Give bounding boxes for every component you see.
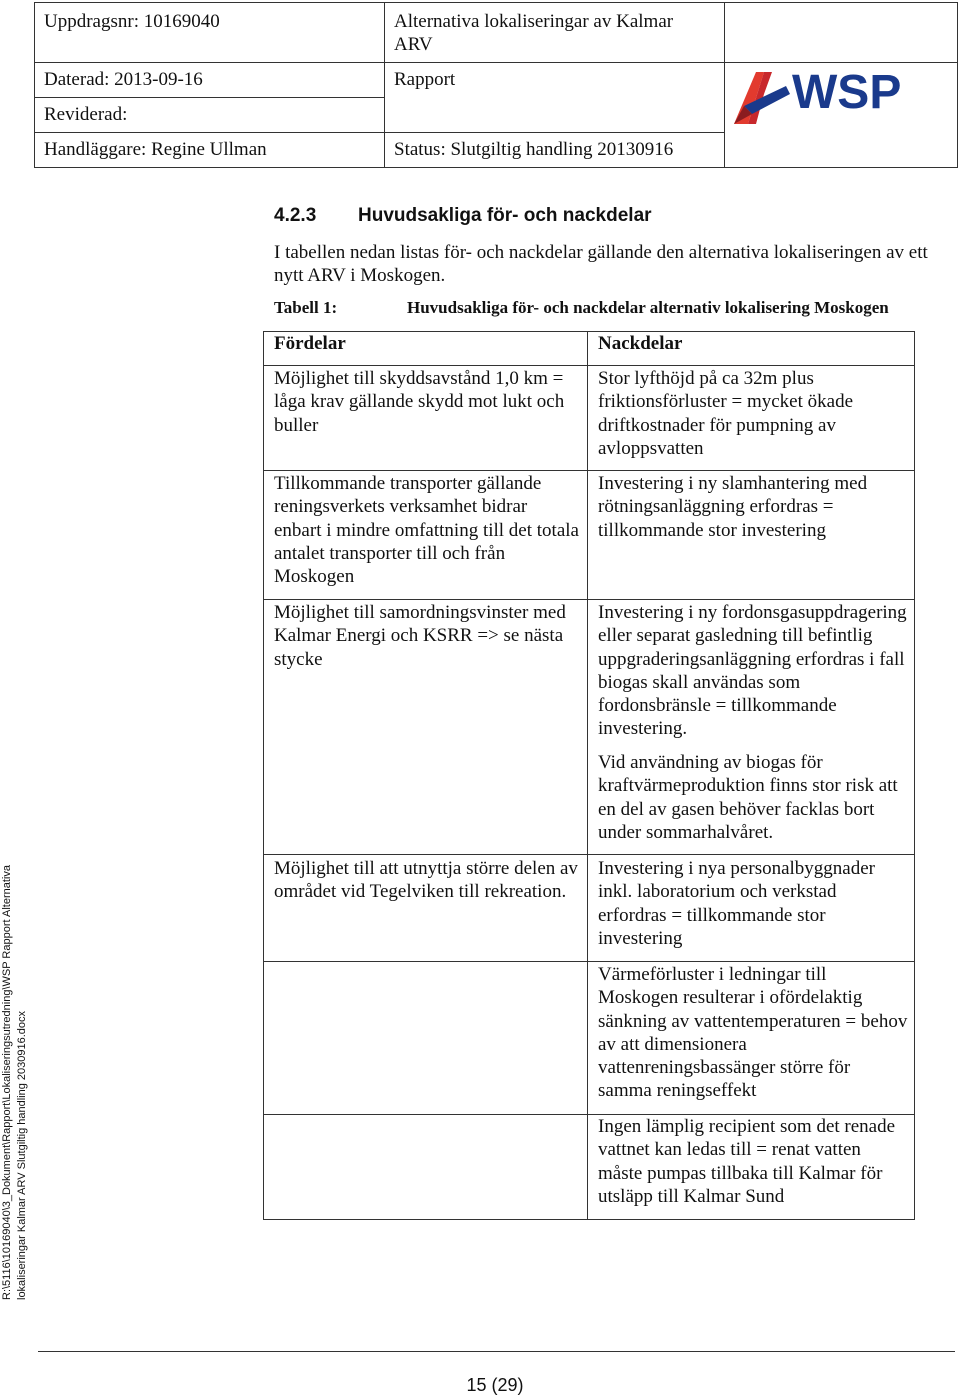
section-intro: I tabellen nedan listas för- och nackdelar gällande den alternativa lokaliseringen av ett nytt ARV i Moskogen. (274, 242, 928, 286)
handler: Handläggare: Regine Ullman (44, 139, 267, 160)
con-item: Värmeförluster i ledningar till Moskogen resulterar i ofördelaktig sänkning av vattentemperaturen = behov av att dimensionera vattenreningsbassänger större för samma reningseffekt (598, 964, 908, 1102)
table-caption-label: Tabell 1: (274, 298, 338, 317)
file-path-line: lokaliseringar Kalmar ARV Slutgiltig handling 2030916.docx (16, 1010, 28, 1300)
pros-cons-table (263, 331, 915, 1220)
con-item: Investering i nya personalbyggnader inkl. laboratorium och verkstad erfordras = tillkommande stor investering (598, 858, 875, 949)
section-title: Huvudsakliga för- och nackdelar (358, 205, 652, 226)
con-item: Stor lyfthöjd på ca 32m plus friktionsförluster = mycket ökade driftkostnader för pumpning av avloppsvatten (598, 368, 854, 459)
table-caption (274, 298, 954, 318)
table-caption-text: Huvudsakliga för- och nackdelar alternativ lokalisering Moskogen (407, 298, 889, 317)
document-type: Rapport (394, 69, 456, 90)
page-number: 15 (29) (466, 1375, 524, 1395)
con-item: Ingen lämplig recipient som det renade vattnet kan ledas till = renat vatten måste pumpas tillbaka till Kalmar för utsläpp till Kalmar Sund (598, 1116, 896, 1207)
logo-text: WSP (792, 66, 902, 119)
pro-item: Möjlighet till skyddsavstånd 1,0 km = låga krav gällande skydd mot lukt och buller (274, 368, 565, 436)
pro-item: Möjlighet till att utnyttja större delen av området vid Tegelviken till rekreation. (274, 858, 578, 903)
wsp-logo-icon (734, 64, 918, 126)
column-header-pros: Fördelar (274, 333, 346, 354)
revised: Reviderad: (44, 104, 128, 125)
file-path-line: R:\5116\10169040\3_Dokument\Rapport\Lokaliseringsutredning\WSP Rapport Alternativa (1, 865, 13, 1300)
pro-item: Möjlighet till samordningsvinster med Kalmar Energi och KSRR => se nästa stycke (274, 602, 566, 670)
assignment-number: Uppdragsnr: 10169040 (44, 11, 220, 32)
section-number: 4.2.3 (274, 205, 317, 226)
pro-item: Tillkommande transporter gällande reningsverkets verksamhet bidrar enbart i mindre omfattning till det totala antalet transporter till och från Moskogen (274, 473, 579, 588)
document-title: Alternativa lokaliseringar av Kalmar ARV (394, 11, 674, 55)
wsp-logo (734, 64, 918, 126)
con-item: Vid användning av biogas för kraftvärmeproduktion finns stor risk att en del av gasen behöver facklas bort under sommarhalvåret. (598, 752, 898, 843)
file-path-margin (0, 840, 40, 1300)
column-header-cons: Nackdelar (598, 333, 683, 354)
dated: Daterad: 2013-09-16 (44, 69, 203, 90)
con-item: Investering i ny fordonsgasuppdragering eller separat gasledning till befintlig uppgraderingsanläggning erfordras i fall biogas skall användas som fordonsbränsle = tillkommande investering. (598, 602, 907, 740)
section-heading (274, 205, 652, 227)
status: Status: Slutgiltig handling 20130916 (394, 139, 674, 160)
footer-divider (38, 1351, 955, 1352)
con-item: Investering i ny slamhantering med rötningsanläggning erfordras = tillkommande stor investering (598, 473, 868, 541)
